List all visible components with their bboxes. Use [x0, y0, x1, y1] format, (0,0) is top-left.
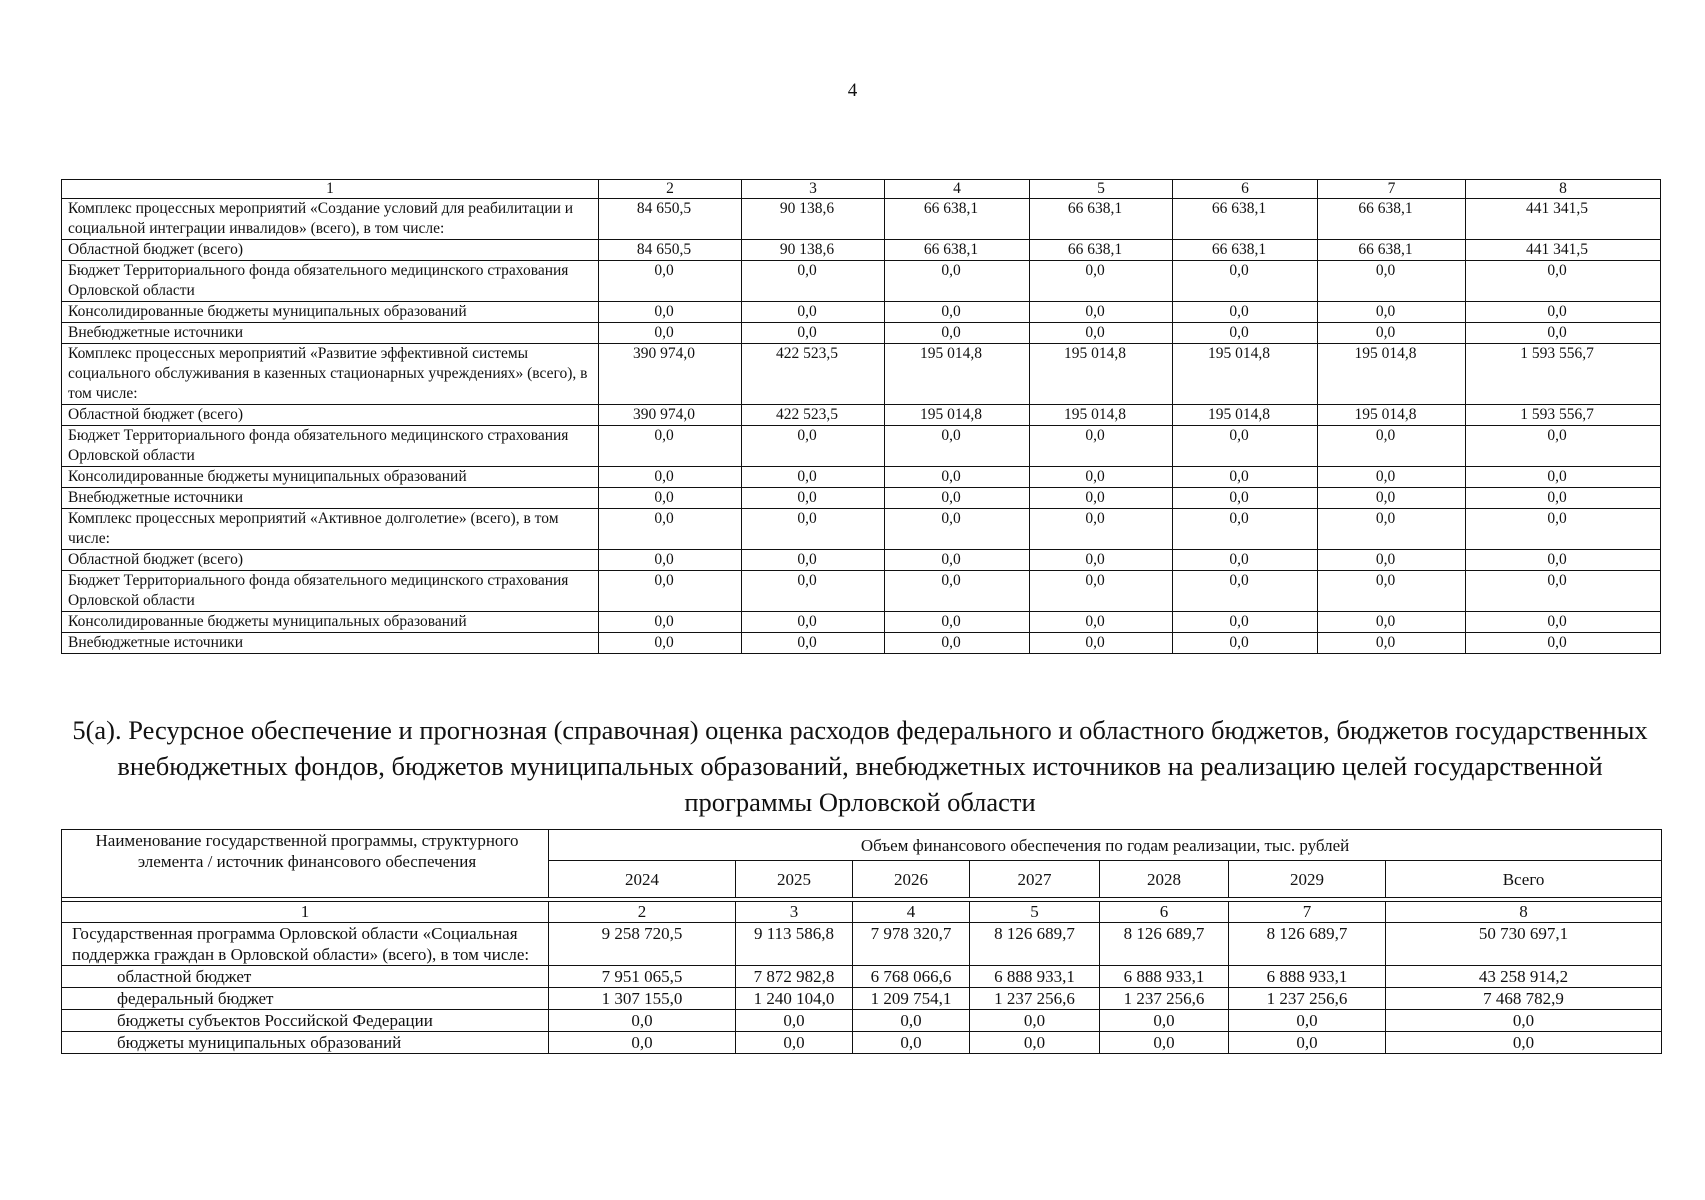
- cell-value: 0,0: [742, 633, 885, 654]
- table-row: [62, 240, 1661, 261]
- cell-value: 0,0: [1318, 550, 1466, 571]
- cell-value: 0,0: [1173, 323, 1318, 344]
- cell-value: 0,0: [599, 571, 742, 612]
- column-number: 6: [1173, 180, 1318, 199]
- cell-value: 1 209 754,1: [853, 988, 970, 1010]
- section-heading: 5(а). Ресурсное обеспечение и прогнозная (справочная) оценка расходов федерального и областного бюджетов, бюджетов государственных внебюджетных фондов, бюджетов муниципальных образований, внебюджетных источников на реализацию целей государственной программы Орловской области: [72, 715, 1648, 817]
- row-name: Комплекс процессных мероприятий «Развитие эффективной системы социального обслуживания в казенных стационарных учреждениях» (всего), в том числе:: [62, 344, 599, 405]
- cell-value: 0,0: [885, 571, 1030, 612]
- row-name: Бюджет Территориального фонда обязательного медицинского страхования Орловской области: [62, 571, 599, 612]
- cell-value: 0,0: [599, 509, 742, 550]
- cell-value: 0,0: [1173, 633, 1318, 654]
- cell-value: 0,0: [885, 633, 1030, 654]
- cell-value: 0,0: [742, 467, 885, 488]
- table-row: [62, 302, 1661, 323]
- cell-value: 0,0: [1030, 302, 1173, 323]
- cell-value: 84 650,5: [599, 240, 742, 261]
- cell-value: 0,0: [885, 261, 1030, 302]
- cell-value: 1 237 256,6: [1100, 988, 1229, 1010]
- cell-value: 0,0: [885, 612, 1030, 633]
- cell-value: 43 258 914,2: [1386, 966, 1662, 988]
- cell-value: 0,0: [1229, 1010, 1386, 1032]
- cell-value: 0,0: [853, 1032, 970, 1054]
- cell-value: 0,0: [1466, 509, 1661, 550]
- cell-value: 0,0: [1173, 302, 1318, 323]
- cell-value: 0,0: [599, 550, 742, 571]
- table-row: [62, 199, 1661, 240]
- row-name: Комплекс процессных мероприятий «Создание условий для реабилитации и социальной интеграции инвалидов» (всего), в том числе:: [62, 199, 599, 240]
- cell-value: 0,0: [742, 571, 885, 612]
- cell-value: 195 014,8: [885, 405, 1030, 426]
- cell-value: 0,0: [599, 633, 742, 654]
- cell-value: 0,0: [742, 612, 885, 633]
- cell-value: 8 126 689,7: [970, 923, 1100, 966]
- page-number: 4: [847, 80, 858, 101]
- column-number: 5: [970, 902, 1100, 923]
- cell-value: 7 978 320,7: [853, 923, 970, 966]
- cell-value: 66 638,1: [1030, 199, 1173, 240]
- cell-value: 90 138,6: [742, 240, 885, 261]
- cell-value: 0,0: [1466, 323, 1661, 344]
- cell-value: 195 014,8: [1030, 405, 1173, 426]
- cell-value: 6 888 933,1: [970, 966, 1100, 988]
- cell-value: 1 593 556,7: [1466, 344, 1661, 405]
- cell-value: 0,0: [742, 509, 885, 550]
- cell-value: 6 888 933,1: [1229, 966, 1386, 988]
- cell-value: 50 730 697,1: [1386, 923, 1662, 966]
- table-row: [62, 344, 1661, 405]
- cell-value: 0,0: [1173, 509, 1318, 550]
- cell-value: 84 650,5: [599, 199, 742, 240]
- table-row: [62, 571, 1661, 612]
- year-header: 2028: [1100, 861, 1229, 898]
- cell-value: 195 014,8: [1030, 344, 1173, 405]
- cell-value: 66 638,1: [1173, 240, 1318, 261]
- cell-value: 0,0: [1318, 571, 1466, 612]
- cell-value: 9 258 720,5: [549, 923, 736, 966]
- cell-value: 0,0: [1030, 633, 1173, 654]
- year-header: 2025: [736, 861, 853, 898]
- cell-value: 390 974,0: [599, 344, 742, 405]
- column-number: 4: [853, 902, 970, 923]
- cell-value: 0,0: [1173, 261, 1318, 302]
- row-name: Государственная программа Орловской области «Социальная поддержка граждан в Орловской области» (всего), в том числе:: [62, 923, 549, 966]
- row-name: Консолидированные бюджеты муниципальных образований: [62, 467, 599, 488]
- cell-value: 0,0: [1173, 488, 1318, 509]
- cell-value: 66 638,1: [1173, 199, 1318, 240]
- cell-value: 0,0: [1030, 261, 1173, 302]
- cell-value: 441 341,5: [1466, 199, 1661, 240]
- cell-value: 6 768 066,6: [853, 966, 970, 988]
- cell-value: 195 014,8: [1173, 405, 1318, 426]
- table-row: [62, 988, 1662, 1010]
- cell-value: 0,0: [742, 302, 885, 323]
- column-number: 5: [1030, 180, 1173, 199]
- year-header: 2024: [549, 861, 736, 898]
- row-name: Внебюджетные источники: [62, 488, 599, 509]
- table-row: [62, 1010, 1662, 1032]
- table-row: [62, 488, 1661, 509]
- row-name: Внебюджетные источники: [62, 323, 599, 344]
- cell-value: 0,0: [1318, 302, 1466, 323]
- row-name: бюджеты субъектов Российской Федерации: [62, 1010, 549, 1032]
- cell-value: 0,0: [1030, 467, 1173, 488]
- column-number: 7: [1318, 180, 1466, 199]
- table-row: [62, 1032, 1662, 1054]
- cell-value: 0,0: [1386, 1032, 1662, 1054]
- table-row: [62, 509, 1661, 550]
- cell-value: 7 872 982,8: [736, 966, 853, 988]
- cell-value: 0,0: [742, 550, 885, 571]
- name-column-header: Наименование государственной программы, структурного элемента / источник финансового обеспечения: [62, 830, 549, 898]
- cell-value: 0,0: [970, 1010, 1100, 1032]
- cell-value: 0,0: [1318, 467, 1466, 488]
- table-row: [62, 426, 1661, 467]
- cell-value: 422 523,5: [742, 405, 885, 426]
- cell-value: 0,0: [549, 1010, 736, 1032]
- resource-table-continued: [61, 179, 1661, 654]
- cell-value: 0,0: [1466, 302, 1661, 323]
- cell-value: 8 126 689,7: [1229, 923, 1386, 966]
- cell-value: 9 113 586,8: [736, 923, 853, 966]
- table-row: [62, 633, 1661, 654]
- cell-value: 0,0: [742, 426, 885, 467]
- cell-value: 1 237 256,6: [1229, 988, 1386, 1010]
- column-number: 1: [62, 180, 599, 199]
- cell-value: 422 523,5: [742, 344, 885, 405]
- cell-value: 0,0: [736, 1010, 853, 1032]
- cell-value: 195 014,8: [885, 344, 1030, 405]
- cell-value: 0,0: [1030, 509, 1173, 550]
- column-number: 6: [1100, 902, 1229, 923]
- column-number: 7: [1229, 902, 1386, 923]
- cell-value: 0,0: [853, 1010, 970, 1032]
- cell-value: 0,0: [736, 1032, 853, 1054]
- cell-value: 0,0: [599, 467, 742, 488]
- cell-value: 0,0: [1318, 612, 1466, 633]
- cell-value: 195 014,8: [1173, 344, 1318, 405]
- cell-value: 0,0: [1030, 550, 1173, 571]
- row-name: Комплекс процессных мероприятий «Активное долголетие» (всего), в том числе:: [62, 509, 599, 550]
- cell-value: 0,0: [1173, 612, 1318, 633]
- row-name: областной бюджет: [62, 966, 549, 988]
- cell-value: 0,0: [1173, 426, 1318, 467]
- column-number: 1: [62, 902, 549, 923]
- cell-value: 1 237 256,6: [970, 988, 1100, 1010]
- cell-value: 0,0: [549, 1032, 736, 1054]
- cell-value: 0,0: [1030, 323, 1173, 344]
- cell-value: 0,0: [885, 467, 1030, 488]
- cell-value: 0,0: [1466, 467, 1661, 488]
- cell-value: 1 593 556,7: [1466, 405, 1661, 426]
- cell-value: 0,0: [1318, 323, 1466, 344]
- row-name: Консолидированные бюджеты муниципальных образований: [62, 302, 599, 323]
- cell-value: 7 951 065,5: [549, 966, 736, 988]
- cell-value: 0,0: [1466, 571, 1661, 612]
- cell-value: 0,0: [1030, 571, 1173, 612]
- cell-value: 0,0: [599, 426, 742, 467]
- row-name: Областной бюджет (всего): [62, 550, 599, 571]
- cell-value: 1 307 155,0: [549, 988, 736, 1010]
- cell-value: 0,0: [1173, 467, 1318, 488]
- cell-value: 0,0: [1466, 612, 1661, 633]
- year-header: Всего: [1386, 861, 1662, 898]
- cell-value: 0,0: [742, 488, 885, 509]
- cell-value: 0,0: [599, 323, 742, 344]
- cell-value: 195 014,8: [1318, 344, 1466, 405]
- cell-value: 0,0: [885, 323, 1030, 344]
- cell-value: 0,0: [1318, 633, 1466, 654]
- cell-value: 0,0: [1030, 488, 1173, 509]
- column-number: 3: [736, 902, 853, 923]
- cell-value: 0,0: [1318, 509, 1466, 550]
- row-name: Областной бюджет (всего): [62, 240, 599, 261]
- cell-value: 0,0: [1466, 488, 1661, 509]
- table-row: [62, 612, 1661, 633]
- row-name: Бюджет Территориального фонда обязательного медицинского страхования Орловской области: [62, 426, 599, 467]
- cell-value: 0,0: [885, 488, 1030, 509]
- year-header: 2027: [970, 861, 1100, 898]
- cell-value: 0,0: [885, 550, 1030, 571]
- cell-value: 0,0: [742, 323, 885, 344]
- cell-value: 0,0: [1173, 571, 1318, 612]
- cell-value: 0,0: [1466, 550, 1661, 571]
- year-header: 2029: [1229, 861, 1386, 898]
- column-number: 8: [1466, 180, 1661, 199]
- cell-value: 0,0: [1466, 426, 1661, 467]
- cell-value: 0,0: [970, 1032, 1100, 1054]
- cell-value: 0,0: [1318, 488, 1466, 509]
- year-header: 2026: [853, 861, 970, 898]
- cell-value: 0,0: [1466, 633, 1661, 654]
- cell-value: 390 974,0: [599, 405, 742, 426]
- cell-value: 66 638,1: [885, 199, 1030, 240]
- cell-value: 66 638,1: [885, 240, 1030, 261]
- cell-value: 0,0: [1466, 261, 1661, 302]
- cell-value: 0,0: [1100, 1032, 1229, 1054]
- column-number-row: [62, 180, 1661, 199]
- row-name: бюджеты муниципальных образований: [62, 1032, 549, 1054]
- cell-value: 0,0: [742, 261, 885, 302]
- column-number: 8: [1386, 902, 1662, 923]
- table-row: [62, 550, 1661, 571]
- table-row: [62, 323, 1661, 344]
- cell-value: 0,0: [599, 612, 742, 633]
- row-name: Внебюджетные источники: [62, 633, 599, 654]
- cell-value: 1 240 104,0: [736, 988, 853, 1010]
- table-row: [62, 966, 1662, 988]
- cell-value: 441 341,5: [1466, 240, 1661, 261]
- cell-value: 0,0: [1030, 426, 1173, 467]
- resource-table-program: [61, 829, 1662, 1054]
- cell-value: 0,0: [1386, 1010, 1662, 1032]
- cell-value: 0,0: [1100, 1010, 1229, 1032]
- cell-value: 0,0: [885, 426, 1030, 467]
- table-row: [62, 467, 1661, 488]
- cell-value: 0,0: [599, 302, 742, 323]
- table-row: [62, 405, 1661, 426]
- row-name: Консолидированные бюджеты муниципальных образований: [62, 612, 599, 633]
- table-row: [62, 261, 1661, 302]
- cell-value: 7 468 782,9: [1386, 988, 1662, 1010]
- row-name: Областной бюджет (всего): [62, 405, 599, 426]
- cell-value: 0,0: [599, 261, 742, 302]
- cell-value: 0,0: [1318, 426, 1466, 467]
- cell-value: 6 888 933,1: [1100, 966, 1229, 988]
- cell-value: 90 138,6: [742, 199, 885, 240]
- column-number: 2: [549, 902, 736, 923]
- cell-value: 66 638,1: [1318, 199, 1466, 240]
- financing-group-header: Объем финансового обеспечения по годам реализации, тыс. рублей: [549, 830, 1662, 861]
- cell-value: 0,0: [1030, 612, 1173, 633]
- cell-value: 8 126 689,7: [1100, 923, 1229, 966]
- cell-value: 0,0: [1318, 261, 1466, 302]
- column-number: 3: [742, 180, 885, 199]
- cell-value: 0,0: [885, 509, 1030, 550]
- cell-value: 0,0: [1229, 1032, 1386, 1054]
- cell-value: 0,0: [1173, 550, 1318, 571]
- row-name: федеральный бюджет: [62, 988, 549, 1010]
- table-row: [62, 923, 1662, 966]
- row-name: Бюджет Территориального фонда обязательного медицинского страхования Орловской области: [62, 261, 599, 302]
- cell-value: 66 638,1: [1318, 240, 1466, 261]
- cell-value: 195 014,8: [1318, 405, 1466, 426]
- cell-value: 0,0: [599, 488, 742, 509]
- cell-value: 0,0: [885, 302, 1030, 323]
- cell-value: 66 638,1: [1030, 240, 1173, 261]
- column-number: 4: [885, 180, 1030, 199]
- column-number: 2: [599, 180, 742, 199]
